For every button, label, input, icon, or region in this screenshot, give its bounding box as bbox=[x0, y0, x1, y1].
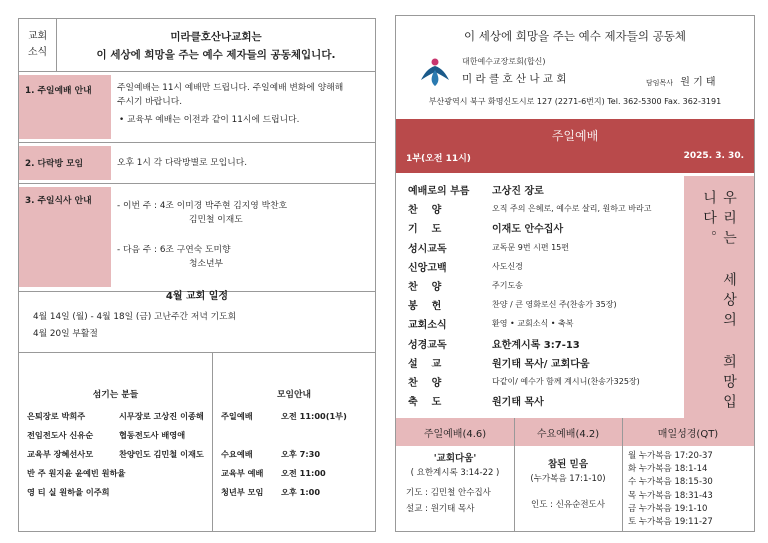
order-item-value: 원기태 목사/ 교회다움 bbox=[492, 358, 590, 370]
order-item-value: 사도신경 bbox=[492, 261, 523, 271]
schedule-item: 4월 14일 (월) - 4월 18일 (금) 고난주간 저녁 기도회 bbox=[33, 312, 237, 322]
server-name: 찬양인도 김민철 이재도 bbox=[119, 449, 204, 459]
col1-header: 주일예배(4.6) bbox=[423, 428, 487, 440]
section-1-line: 주시기 바랍니다. bbox=[117, 97, 183, 107]
meal-this-week-cont: 김민철 이재도 bbox=[189, 215, 243, 225]
church-name: 미 라 클 호 산 나 교 회 bbox=[462, 73, 567, 85]
meeting-time: 오전 11:00 bbox=[281, 468, 326, 478]
col1-title: '교회다움' bbox=[433, 453, 477, 464]
server-name: 교육부 장혜선사모 bbox=[27, 449, 94, 459]
pastor bbox=[646, 73, 716, 88]
col3-header: 매일성경(QT) bbox=[657, 428, 719, 440]
col2-header: 수요예배(4.2) bbox=[536, 428, 600, 440]
order-item-label: 봉 헌 bbox=[408, 301, 442, 313]
servers-title: 섬기는 분들 bbox=[92, 390, 139, 400]
order-row bbox=[408, 180, 680, 199]
col2-body bbox=[514, 458, 622, 512]
server-row bbox=[27, 407, 209, 426]
server-row bbox=[27, 426, 209, 445]
meetings-list bbox=[221, 407, 371, 502]
server-name: 전임전도사 신유순 bbox=[27, 430, 94, 440]
order-item-label: 신앙고백 bbox=[408, 262, 447, 274]
meal-next-week-cont: 청소년부 bbox=[189, 259, 223, 269]
qt-item: 수 누가복음 18:15-30 bbox=[628, 477, 713, 488]
order-item-label: 예배로의 부름 bbox=[408, 186, 470, 198]
church-logo-icon bbox=[418, 56, 452, 88]
meeting-name: 수요예배 bbox=[221, 449, 253, 459]
pastor-label: 담임목사 bbox=[646, 79, 674, 87]
section-1-line: • 교육부 예배는 이전과 같이 11시에 드립니다. bbox=[119, 115, 300, 125]
schedule-item: 4월 20일 부활절 bbox=[33, 329, 98, 339]
col2-ref: (누가복음 17:1-10) bbox=[530, 474, 606, 484]
meeting-time: 오후 7:30 bbox=[281, 449, 321, 459]
meeting-name: 청년부 모임 bbox=[221, 487, 264, 497]
meeting-row bbox=[221, 445, 371, 464]
col2-leader: 인도 : 신유순전도사 bbox=[531, 500, 605, 510]
order-row bbox=[408, 295, 680, 314]
pastor-name: 원 기 태 bbox=[680, 77, 716, 88]
order-row bbox=[408, 372, 680, 391]
servers-list bbox=[27, 407, 209, 502]
service-date: 2025. 3. 30. bbox=[683, 151, 744, 161]
address: 부산광역시 북구 화명신도시로 127 (2271-6번지) Tel. 362-5300 Fax. 362-3191 bbox=[428, 97, 722, 106]
order-item-value: 원기태 목사 bbox=[492, 397, 544, 409]
meeting-time: 오전 11:00(1부) bbox=[281, 411, 347, 421]
order-item-label: 찬 양 bbox=[408, 377, 442, 389]
server-name: 시무장로 고상진 이종해 bbox=[119, 411, 204, 421]
church-news-page bbox=[18, 18, 376, 532]
col1-body bbox=[396, 452, 514, 516]
order-item-value: 다같이/ 예수가 함께 계시니(찬송가325장) bbox=[492, 376, 640, 386]
col1-sermon: 설교 : 원기태 목사 bbox=[406, 504, 475, 514]
qt-item: 토 누가복음 19:11-27 bbox=[628, 517, 713, 528]
news-label bbox=[19, 19, 57, 71]
service-time: 1부(오전 11시) bbox=[406, 154, 471, 164]
server-row: 영 티 실 원하율 이주희 bbox=[27, 487, 110, 497]
order-row bbox=[408, 314, 680, 333]
order-row bbox=[408, 199, 680, 218]
news-label-line2: 소식 bbox=[27, 47, 48, 58]
section-1-line: 주일예배는 11시 예배만 드립니다. 주일예배 변화에 양해해 bbox=[117, 83, 344, 93]
bottom-header bbox=[396, 418, 754, 446]
vertical-slogan-box bbox=[684, 176, 754, 418]
service-title: 주일예배 bbox=[551, 129, 599, 143]
order-row bbox=[408, 391, 680, 410]
qt-item: 월 누가복음 17:20-37 bbox=[628, 451, 713, 461]
col1-ref: ( 요한계시록 3:14-22 ) bbox=[410, 468, 500, 478]
qt-list bbox=[628, 450, 752, 529]
vertical-slogan: 우리는 세상의 희망입니다。 bbox=[701, 190, 737, 414]
section-1-title: 1. 주일예배 안내 bbox=[19, 75, 111, 139]
service-banner bbox=[396, 119, 754, 173]
section-3-title: 3. 주일식사 안내 bbox=[19, 187, 111, 287]
meeting-name: 교육부 예배 bbox=[221, 468, 264, 478]
order-row bbox=[408, 238, 680, 257]
order-item-label: 찬 양 bbox=[408, 205, 442, 217]
order-row bbox=[408, 276, 680, 295]
server-row: 반 주 원지윤 윤예빈 원하율 bbox=[27, 468, 126, 478]
church-header bbox=[57, 19, 375, 71]
news-label-line1: 교회 bbox=[27, 31, 48, 42]
section-3-body bbox=[117, 199, 372, 271]
order-of-worship bbox=[408, 180, 680, 410]
order-item-value: 환영 • 교회소식 • 축복 bbox=[492, 319, 574, 329]
schedule-title: 4월 교회 일정 bbox=[165, 291, 229, 302]
server-name: 협동전도사 배영애 bbox=[119, 430, 186, 440]
order-item-label: 설 교 bbox=[408, 358, 442, 370]
order-row bbox=[408, 353, 680, 372]
qt-item: 금 누가복음 19:1-10 bbox=[628, 503, 708, 514]
server-name: 은퇴장로 박희주 bbox=[27, 411, 86, 421]
meeting-time: 오후 1:00 bbox=[281, 487, 321, 497]
section-2-body: 오후 1시 각 다락방별로 모입니다. bbox=[117, 158, 248, 168]
col1-prayer: 기도 : 김민철 안수집사 bbox=[406, 488, 491, 498]
order-item-label: 성경교독 bbox=[408, 339, 447, 351]
order-row bbox=[408, 334, 680, 353]
order-item-value: 오직 주의 은혜로, 예수로 살리, 원하고 바라고 bbox=[492, 204, 652, 214]
order-item-value: 고상진 장로 bbox=[492, 186, 544, 198]
slogan: 이 세상에 희망을 주는 예수 제자들의 공동체 bbox=[464, 29, 686, 43]
worship-order-page bbox=[395, 15, 755, 532]
order-item-value: 교독문 9번 시편 15편 bbox=[492, 242, 569, 252]
qt-item: 목 누가복음 18:31-43 bbox=[628, 490, 713, 501]
denomination: 대한예수교장로회(합신) bbox=[462, 57, 546, 66]
order-item-label: 찬 양 bbox=[408, 282, 442, 294]
server-row bbox=[27, 445, 209, 464]
order-row bbox=[408, 257, 680, 276]
church-subtitle: 이 세상에 희망을 주는 예수 제자들의 공동체입니다. bbox=[96, 49, 336, 61]
order-item-value: 찬양 / 큰 영화로신 주(찬송가 35장) bbox=[492, 300, 617, 310]
schedule-body bbox=[33, 309, 236, 343]
order-item-value: 이재도 안수집사 bbox=[492, 224, 564, 236]
church-title: 미라클호산나교회는 bbox=[170, 31, 262, 43]
meeting-row bbox=[221, 407, 371, 426]
order-item-label: 기 도 bbox=[408, 224, 442, 236]
order-row bbox=[408, 218, 680, 237]
order-item-label: 교회소식 bbox=[408, 320, 447, 332]
meeting-name: 주일예배 bbox=[221, 411, 253, 421]
qt-item: 화 누가복음 18:1-14 bbox=[628, 464, 708, 475]
section-1-body bbox=[117, 81, 372, 127]
meal-next-week: - 다음 주 : 6조 구연숙 도미향 bbox=[117, 245, 231, 255]
section-2-title: 2. 다락방 모임 bbox=[19, 146, 111, 180]
meetings-title: 모임안내 bbox=[277, 390, 311, 400]
meeting-row bbox=[221, 464, 371, 483]
meal-this-week: - 이번 주 : 4조 이미경 박주현 김지영 박찬호 bbox=[117, 201, 288, 211]
order-item-value: 요한계시록 3:7-13 bbox=[492, 339, 580, 351]
order-item-label: 축 도 bbox=[408, 397, 442, 409]
meeting-row bbox=[221, 483, 371, 502]
order-item-value: 주기도송 bbox=[492, 281, 523, 291]
col2-title: 참된 믿음 bbox=[547, 459, 588, 470]
order-item-label: 성시교독 bbox=[408, 243, 447, 255]
